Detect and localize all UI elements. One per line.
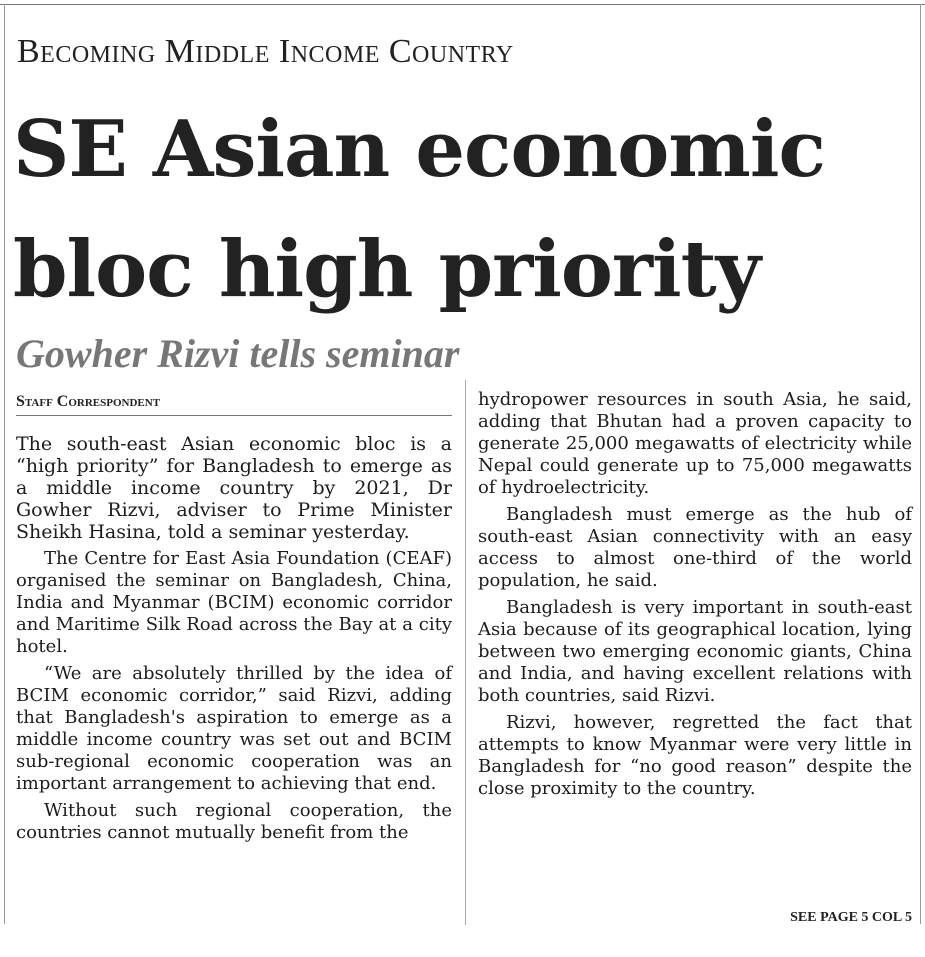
column-divider	[465, 380, 466, 925]
continuation-jump-line: SEE PAGE 5 COL 5	[790, 910, 912, 925]
paragraph-4: Without such regional cooperation, the countries cannot mutually benefit from the	[16, 800, 452, 843]
top-border-rule	[0, 4, 925, 5]
article-column-2	[478, 389, 912, 805]
paragraph-2: The Centre for East Asia Foundation (CEAF) organised the seminar on Bangladesh, China, India and Myanmar (BCIM) economic corridor and Maritime Silk Road across the Bay at a city hotel.	[16, 548, 452, 657]
paragraph-6: Bangladesh must emerge as the hub of south-east Asian connectivity with an easy access to almost one-third of the world population, he said.	[478, 504, 912, 591]
left-border-rule	[4, 4, 5, 924]
paragraph-3: “We are absolutely thrilled by the idea of BCIM economic corridor,” said Rizvi, adding that Bangladesh's aspiration to emerge as a middle income country was set out and BCIM sub-regional economic cooperation was an important arrangement to achieving that end.	[16, 663, 452, 794]
byline: Staff Correspondent	[16, 393, 161, 410]
paragraph-7: Bangladesh is very important in south-east Asia because of its geographical location, lying between two emerging economic giants, China and India, and having excellent relations with both countries, said Rizvi.	[478, 597, 912, 706]
article-column-1	[16, 433, 452, 849]
paragraph-8: Rizvi, however, regretted the fact that attempts to know Myanmar were very little in Bangladesh for “no good reason” despite the close proximity to the country.	[478, 712, 912, 799]
headline: SE Asian economic bloc high priority	[13, 104, 825, 315]
paragraph-5: hydropower resources in south Asia, he said, adding that Bhutan had a proven capacity to generate 25,000 megawatts of electricity while Nepal could generate up to 75,000 megawatts of hydroelectricity.	[478, 389, 912, 498]
right-border-rule	[920, 4, 921, 924]
deck-subheadline: Gowher Rizvi tells seminar	[16, 331, 460, 376]
paragraph-1: The south-east Asian economic bloc is a “high priority” for Bangladesh to emerge as a middle income country by 2021, Dr Gowher Rizvi, adviser to Prime Minister Sheikh Hasina, told a seminar yesterday.	[16, 433, 452, 543]
kicker: Becoming Middle Income Country	[17, 33, 514, 70]
byline-rule	[16, 415, 452, 416]
